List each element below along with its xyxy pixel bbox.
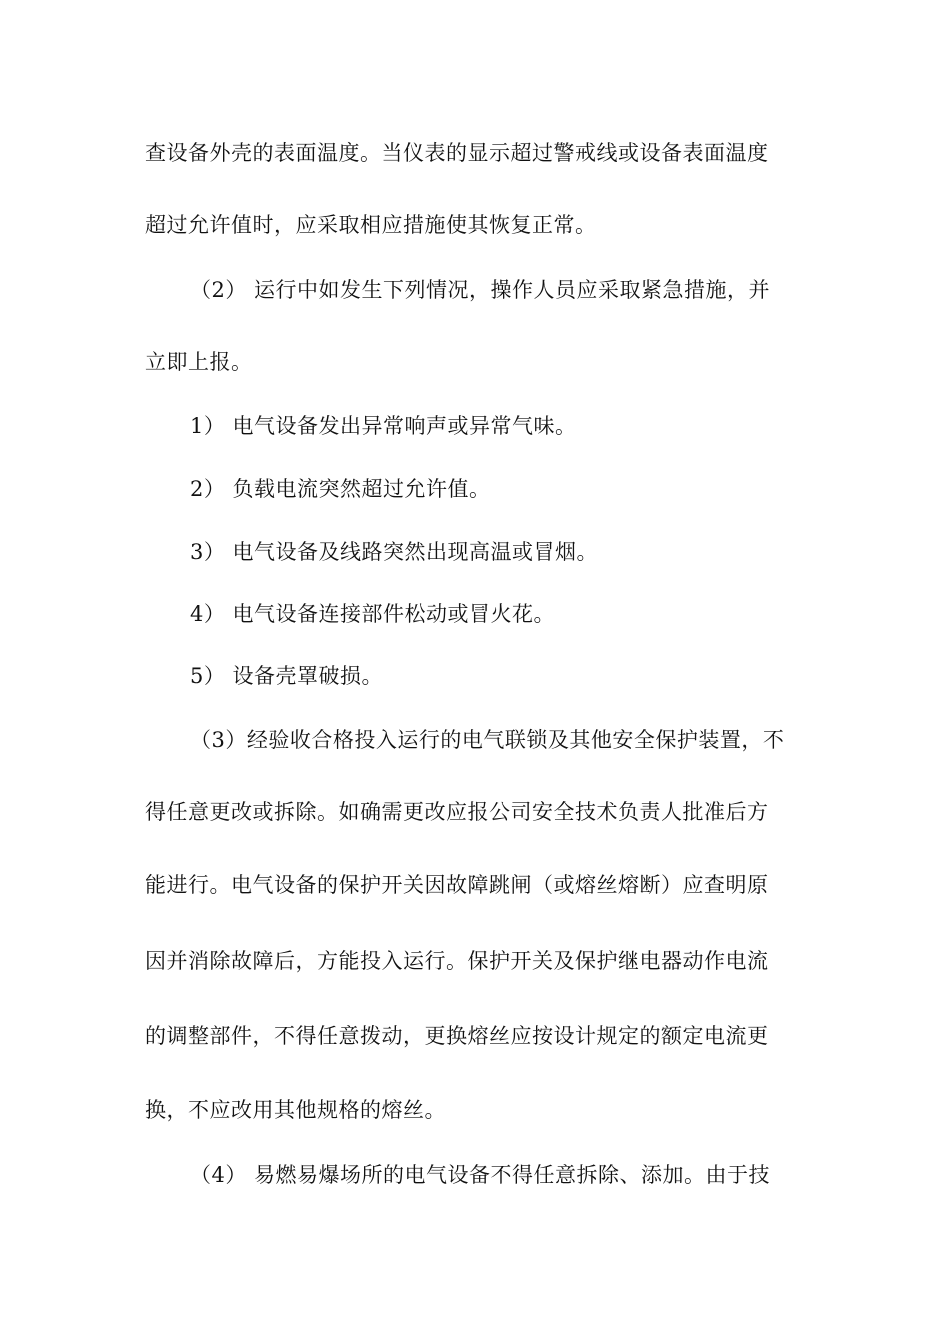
- list-item: 3） 电气设备及线路突然出现高温或冒烟。: [190, 540, 599, 564]
- list-item: 1） 电气设备发出异常响声或异常气味。: [190, 414, 577, 438]
- text-line: （4） 易燃易爆场所的电气设备不得任意拆除、添加。由于技: [190, 1163, 771, 1187]
- text-line: （2） 运行中如发生下列情况，操作人员应采取紧急措施，并: [190, 278, 771, 302]
- text-line: 的调整部件，不得任意拨动，更换熔丝应按设计规定的额定电流更: [145, 1024, 769, 1048]
- text-line: （3）经验收合格投入运行的电气联锁及其他安全保护装置，不: [190, 728, 785, 752]
- list-item: 2） 负载电流突然超过允许值。: [190, 477, 491, 501]
- text-line: 因并消除故障后，方能投入运行。保护开关及保护继电器动作电流: [145, 949, 769, 973]
- text-line: 能进行。电气设备的保护开关因故障跳闸（或熔丝熔断）应查明原: [145, 873, 769, 897]
- text-line: 得任意更改或拆除。如确需更改应报公司安全技术负责人批准后方: [145, 800, 769, 824]
- list-item: 5） 设备壳罩破损。: [190, 664, 384, 688]
- list-item: 4） 电气设备连接部件松动或冒火花。: [190, 602, 556, 626]
- text-line: 查设备外壳的表面温度。当仪表的显示超过警戒线或设备表面温度: [145, 141, 769, 165]
- text-line: 换，不应改用其他规格的熔丝。: [145, 1098, 446, 1122]
- text-line: 超过允许值时，应采取相应措施使其恢复正常。: [145, 213, 597, 237]
- text-line: 立即上报。: [145, 350, 253, 374]
